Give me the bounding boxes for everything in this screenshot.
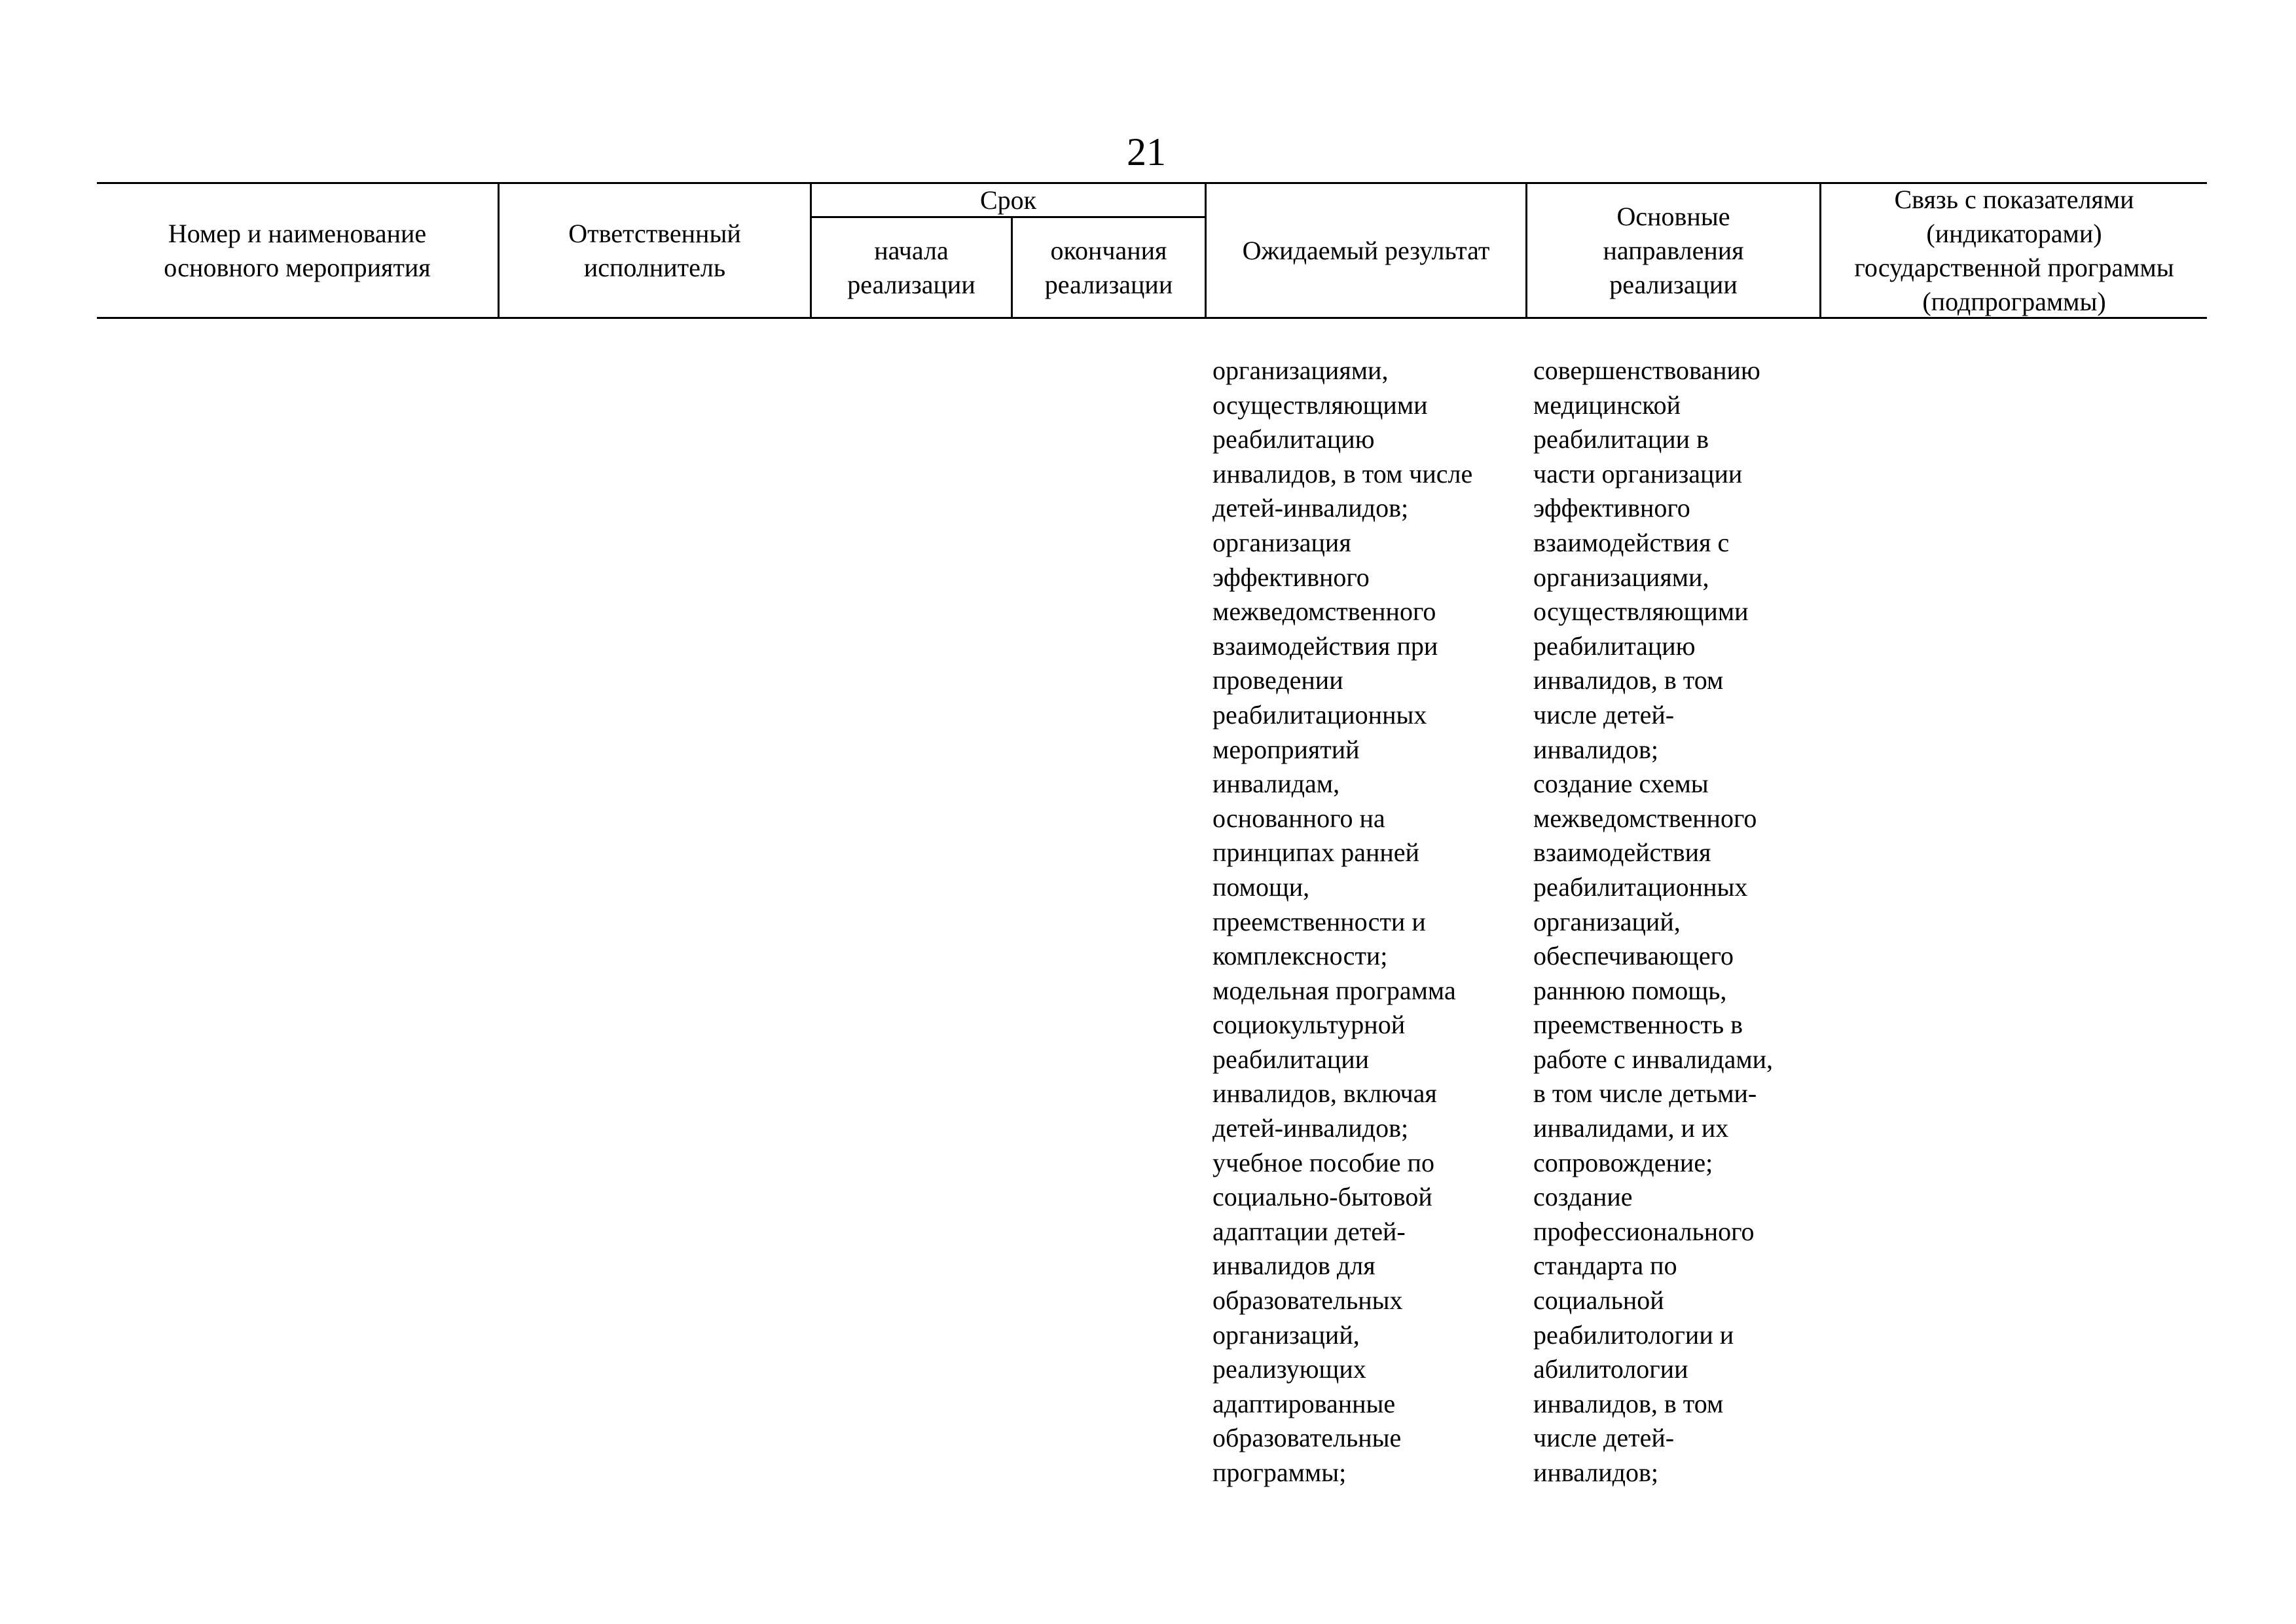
header-main-directions: Основные направления реализации: [1603, 201, 1744, 299]
header-number-and-name: Номер и наименование основного мероприятия: [164, 218, 431, 282]
main-directions-cell: совершенствованию медицинской реабилитации в части организации эффективного взаимодействия с организациями, осуществляющими реабилитацию инвалидов, в том числе детей- инвалидов; создание схемы межведомственного взаимодействия реабилитационных организаций, обеспечивающего раннюю помощь, преемственность в работе с инвалидами, в том числе детьми- инвалидами, и их сопровождение; создание профессионального стандарта по социальной реабилитологии и абилитологии инвалидов, в том числе детей- инвалидов;: [1533, 356, 1774, 1487]
expected-result-cell: организациями, осуществляющими реабилитацию инвалидов, в том числе детей-инвалидов; организация эффективного межведомственного взаимодействия при проведении реабилитационных мероприятий инвалидам, основанного на принципах ранней помощи, преемственности и комплексности; модельная программа социокультурной реабилитации инвалидов, включая детей-инвалидов; учебное пособие по социально-бытовой адаптации детей- инвалидов для образовательных организаций, реализующих адаптированные образовательные программы;: [1212, 356, 1473, 1487]
header-term-end: окончания реализации: [1044, 235, 1173, 299]
table-header: [97, 182, 2207, 320]
header-term-start: начала реализации: [847, 235, 975, 299]
header-term: Срок: [979, 185, 1037, 215]
page-number: 21: [1127, 130, 1166, 174]
header-executor: Ответственный исполнитель: [568, 218, 741, 282]
header-expected-result: Ожидаемый результат: [1242, 235, 1490, 265]
header-indicators: Связь с показателями (индикаторами) государственной программы (подпрограммы): [1854, 184, 2174, 316]
